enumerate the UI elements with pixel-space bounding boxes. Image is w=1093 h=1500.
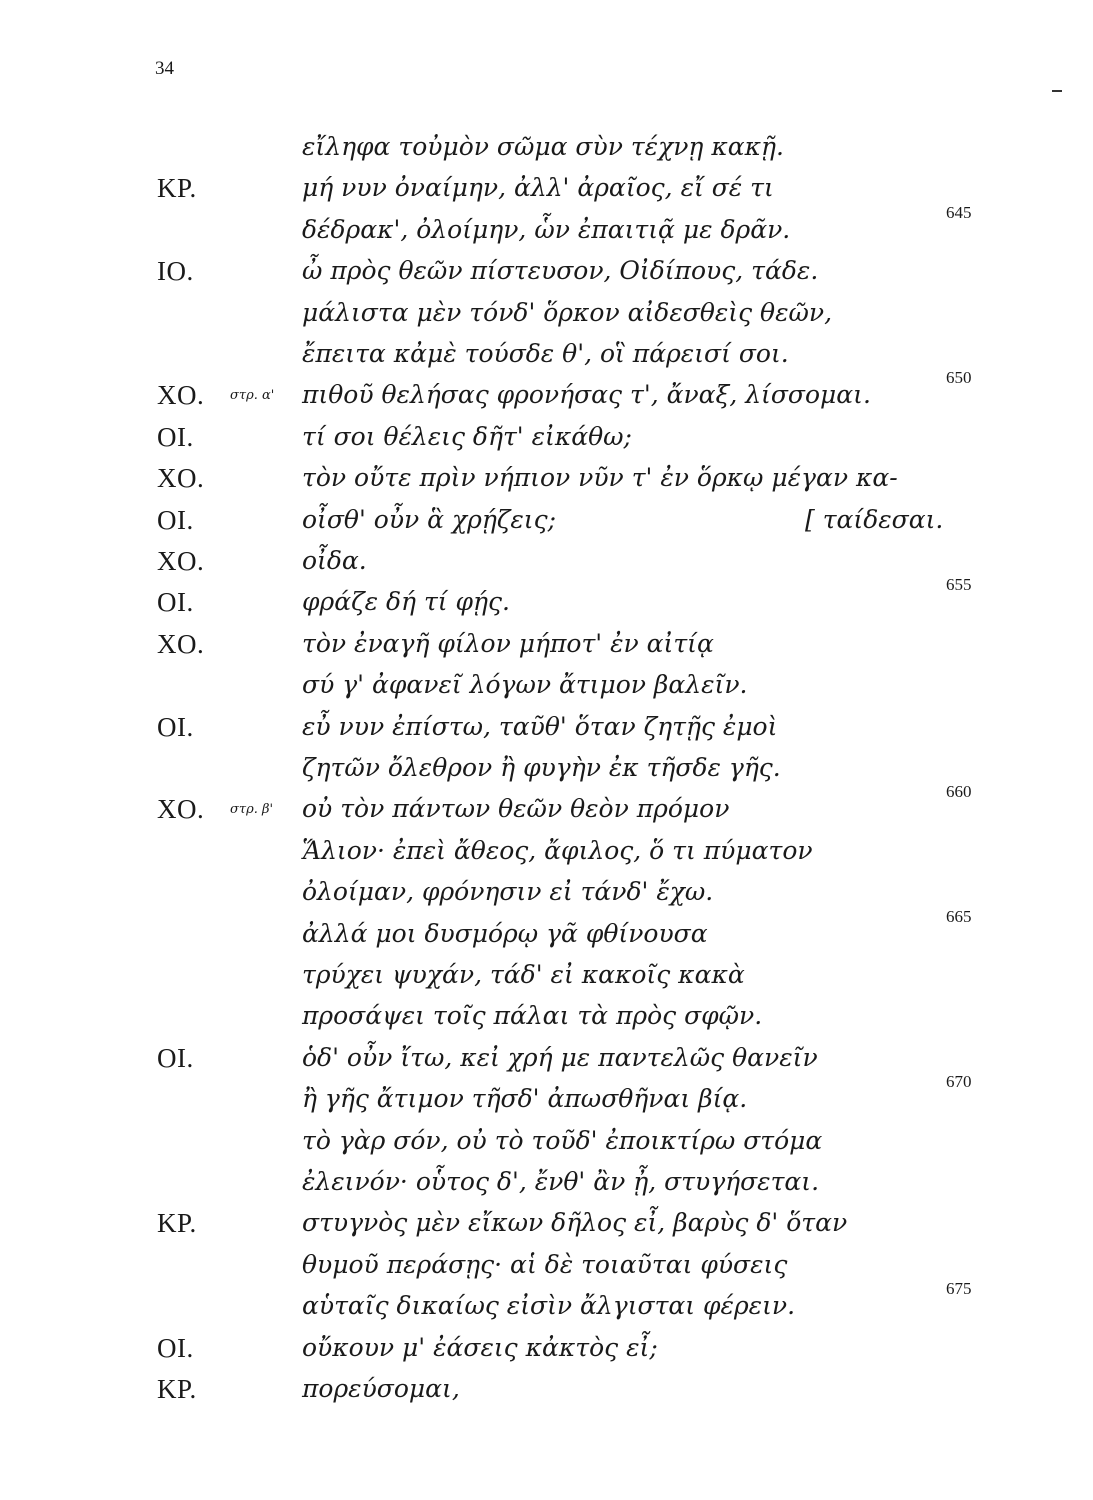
verse-text: εὖ νυν ἐπίστω, ταῦθ' ὅταν ζητῇς ἐμοὶ xyxy=(302,711,778,741)
verse-text: μή νυν ὀναίμην, ἀλλ' ἀραῖος, εἴ σέ τι xyxy=(302,173,774,203)
line-number: 675 xyxy=(946,1279,972,1299)
margin-mark xyxy=(1052,90,1062,92)
verse-text: τὸν οὔτε πρὶν νήπιον νῦν τ' ἐν ὅρκῳ μέγαν κα- xyxy=(302,463,898,493)
speaker-label: ΧΟ. xyxy=(157,463,205,494)
verse-text: στυγνὸς μὲν εἴκων δῆλος εἶ, βαρὺς δ' ὅταν xyxy=(302,1208,848,1238)
page-number: 34 xyxy=(155,58,174,79)
speaker-label: ΟΙ. xyxy=(157,1332,194,1363)
verse-text: ζητῶν ὄλεθρον ἢ φυγὴν ἐκ τῆσδε γῆς. xyxy=(302,753,781,782)
verse-text: πορεύσομαι, xyxy=(302,1374,460,1403)
speaker-label: ΚΡ. xyxy=(157,1208,197,1239)
verse-text: ἐλεινόν· οὗτος δ', ἔνθ' ἂν ᾖ, στυγήσεται. xyxy=(302,1167,820,1196)
line-number: 645 xyxy=(946,202,972,222)
verse-text: οἶσθ' οὖν ἃ χρῄζεις; xyxy=(302,504,557,534)
verse-text: εἴληφα τοὐμὸν σῶμα σὺν τέχνῃ κακῇ. xyxy=(302,132,784,161)
speaker-label: ΙΟ. xyxy=(157,256,194,287)
verse-text: πιθοῦ θελήσας φρονήσας τ', ἄναξ, λίσσομαι. xyxy=(302,380,871,410)
line-number: 665 xyxy=(946,906,972,926)
verse-text: ὁδ' οὖν ἴτω, κεἰ χρή με παντελῶς θανεῖν xyxy=(302,1042,818,1072)
speaker-label: ΚΡ. xyxy=(157,1374,197,1404)
verse-text: ὦ πρὸς θεῶν πίστευσον, Οἰδίπους, τάδε. xyxy=(302,256,819,286)
line-number: 670 xyxy=(946,1072,972,1092)
speaker-label: ΟΙ. xyxy=(157,504,194,535)
verse-continuation: [ ταίδεσαι. xyxy=(805,504,944,534)
speaker-label: ΟΙ. xyxy=(157,711,194,742)
verse-row xyxy=(0,1372,1093,1422)
verse-text: ἀλλά μοι δυσμόρῳ γᾶ φθίνουσα xyxy=(302,918,708,948)
verse-text: προσάψει τοῖς πάλαι τὰ πρὸς σφῷν. xyxy=(302,1001,763,1031)
verse-text: θυμοῦ περάσῃς· αἱ δὲ τοιαῦται φύσεις xyxy=(302,1249,788,1279)
verse-text: ἢ γῆς ἄτιμον τῆσδ' ἀπωσθῆναι βίᾳ. xyxy=(302,1084,748,1114)
line-number: 660 xyxy=(946,782,972,802)
speaker-label: ΟΙ. xyxy=(157,1042,194,1073)
line-number: 650 xyxy=(946,368,972,388)
strophe-marker: στρ. β' xyxy=(230,802,274,818)
verse-text: ὀλοίμαν, φρόνησιν εἰ τάνδ' ἔχω. xyxy=(302,877,714,907)
speaker-label: ΟΙ. xyxy=(157,587,194,618)
verse-text: φράζε δή τί φῄς. xyxy=(302,587,510,617)
strophe-marker: στρ. α' xyxy=(230,388,275,404)
verse-text: τί σοι θέλεις δῆτ' εἰκάθω; xyxy=(302,421,632,451)
line-number: 655 xyxy=(946,575,972,595)
verse-text: οὐ τὸν πάντων θεῶν θεὸν πρόμον xyxy=(302,794,730,824)
verse-text: Ἅλιον· ἐπεὶ ἄθεος, ἄφιλος, ὅ τι πύματον xyxy=(302,835,813,865)
verse-text: τὸ γὰρ σόν, οὐ τὸ τοῦδ' ἐποικτίρω στόμα xyxy=(302,1125,823,1155)
verse-text: οἶδα. xyxy=(302,546,367,575)
verse-text: τρύχει ψυχάν, τάδ' εἰ κακοῖς κακὰ xyxy=(302,960,745,989)
verse-text: σύ γ' ἀφανεῖ λόγων ἄτιμον βαλεῖν. xyxy=(302,670,748,700)
verse-text: τὸν ἐναγῆ φίλον μήποτ' ἐν αἰτίᾳ xyxy=(302,628,714,658)
speaker-label: ΧΟ. xyxy=(157,546,205,576)
speaker-label: ΧΟ. xyxy=(157,628,205,659)
verse-text: μάλιστα μὲν τόνδ' ὅρκον αἰδεσθεὶς θεῶν, xyxy=(302,297,833,327)
speaker-label: ΟΙ. xyxy=(157,421,194,452)
verse-text: δέδρακ', ὀλοίμην, ὧν ἐπαιτιᾷ με δρᾶν. xyxy=(302,214,791,244)
verse-text: οὔκουν μ' ἐάσεις κἀκτὸς εἶ; xyxy=(302,1332,658,1362)
verse-text: ἔπειτα κἀμὲ τούσδε θ', οἳ πάρεισί σοι. xyxy=(302,339,789,368)
speaker-label: ΚΡ. xyxy=(157,173,197,204)
speaker-label: ΧΟ. xyxy=(157,380,205,411)
verse-text: αὑταῖς δικαίως εἰσὶν ἄλγισται φέρειν. xyxy=(302,1291,796,1321)
speaker-label: ΧΟ. xyxy=(157,794,205,825)
